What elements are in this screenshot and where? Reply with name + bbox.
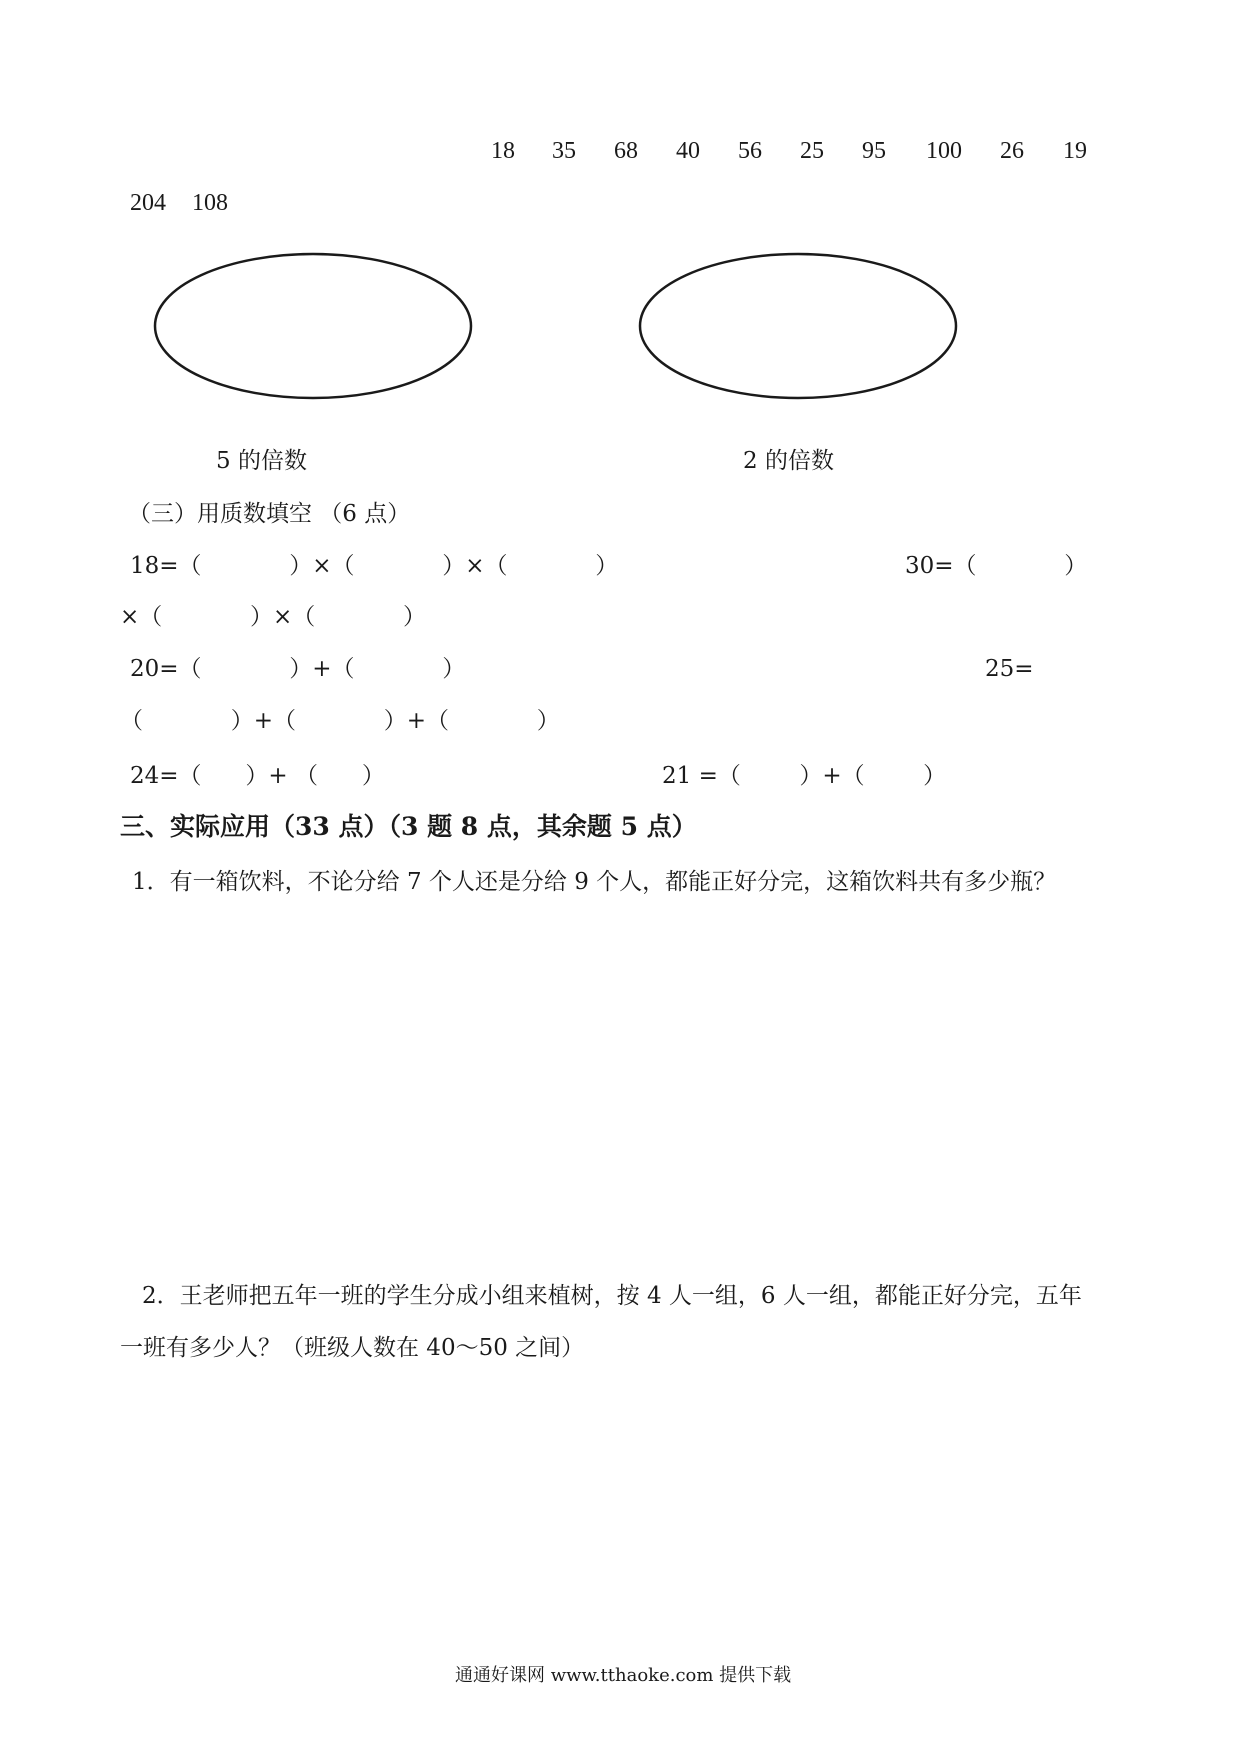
multiples-of-5-oval [155, 254, 471, 398]
fill-line: 20=（ ）+（ ） [130, 656, 466, 682]
number-item: 25 [800, 138, 824, 164]
number-item: 56 [738, 138, 762, 164]
number-item: 108 [192, 190, 228, 216]
multiples-circles [0, 0, 1240, 460]
question-1: 1．有一箱饮料，不论分给 7 个人还是分给 9 个人，都能正好分完，这箱饮料共有多少瓶？ [132, 869, 1057, 895]
number-item: 19 [1063, 138, 1087, 164]
number-item: 95 [862, 138, 886, 164]
number-item: 100 [926, 138, 962, 164]
number-item: 18 [491, 138, 515, 164]
fill-line: 25= [985, 656, 1034, 682]
number-item: 40 [676, 138, 700, 164]
fill-line: 21 =（ ）+（ ） [662, 763, 947, 789]
part-heading: 三、实际应用（33 点）（3 题 8 点，其余题 5 点） [120, 812, 697, 841]
number-item: 35 [552, 138, 576, 164]
fill-line: 30=（ ） [905, 553, 1088, 579]
fill-line: （ ）+（ ）+（ ） [120, 708, 560, 734]
question-2-line-1: 2．王老师把五年一班的学生分成小组来植树，按 4 人一组，6 人一组，都能正好分完，五年 [142, 1283, 1082, 1309]
multiples-of-5-label: 5 的倍数 [216, 448, 307, 474]
fill-line: 24=（ ）+ （ ） [130, 763, 385, 789]
fill-line: 18=（ ）×（ ）×（ ） [130, 553, 619, 579]
question-2-line-2: 一班有多少人？（班级人数在 40～50 之间） [120, 1335, 585, 1361]
section-heading: （三）用质数填空 （6 点） [128, 501, 411, 527]
number-item: 26 [1000, 138, 1024, 164]
footer-text: 通通好课网 www.tthaoke.com 提供下载 [455, 1665, 792, 1686]
fill-line: ×（ ）×（ ） [120, 604, 427, 630]
multiples-of-2-label: 2 的倍数 [743, 448, 834, 474]
multiples-of-2-oval [640, 254, 956, 398]
number-item: 204 [130, 190, 166, 216]
number-item: 68 [614, 138, 638, 164]
